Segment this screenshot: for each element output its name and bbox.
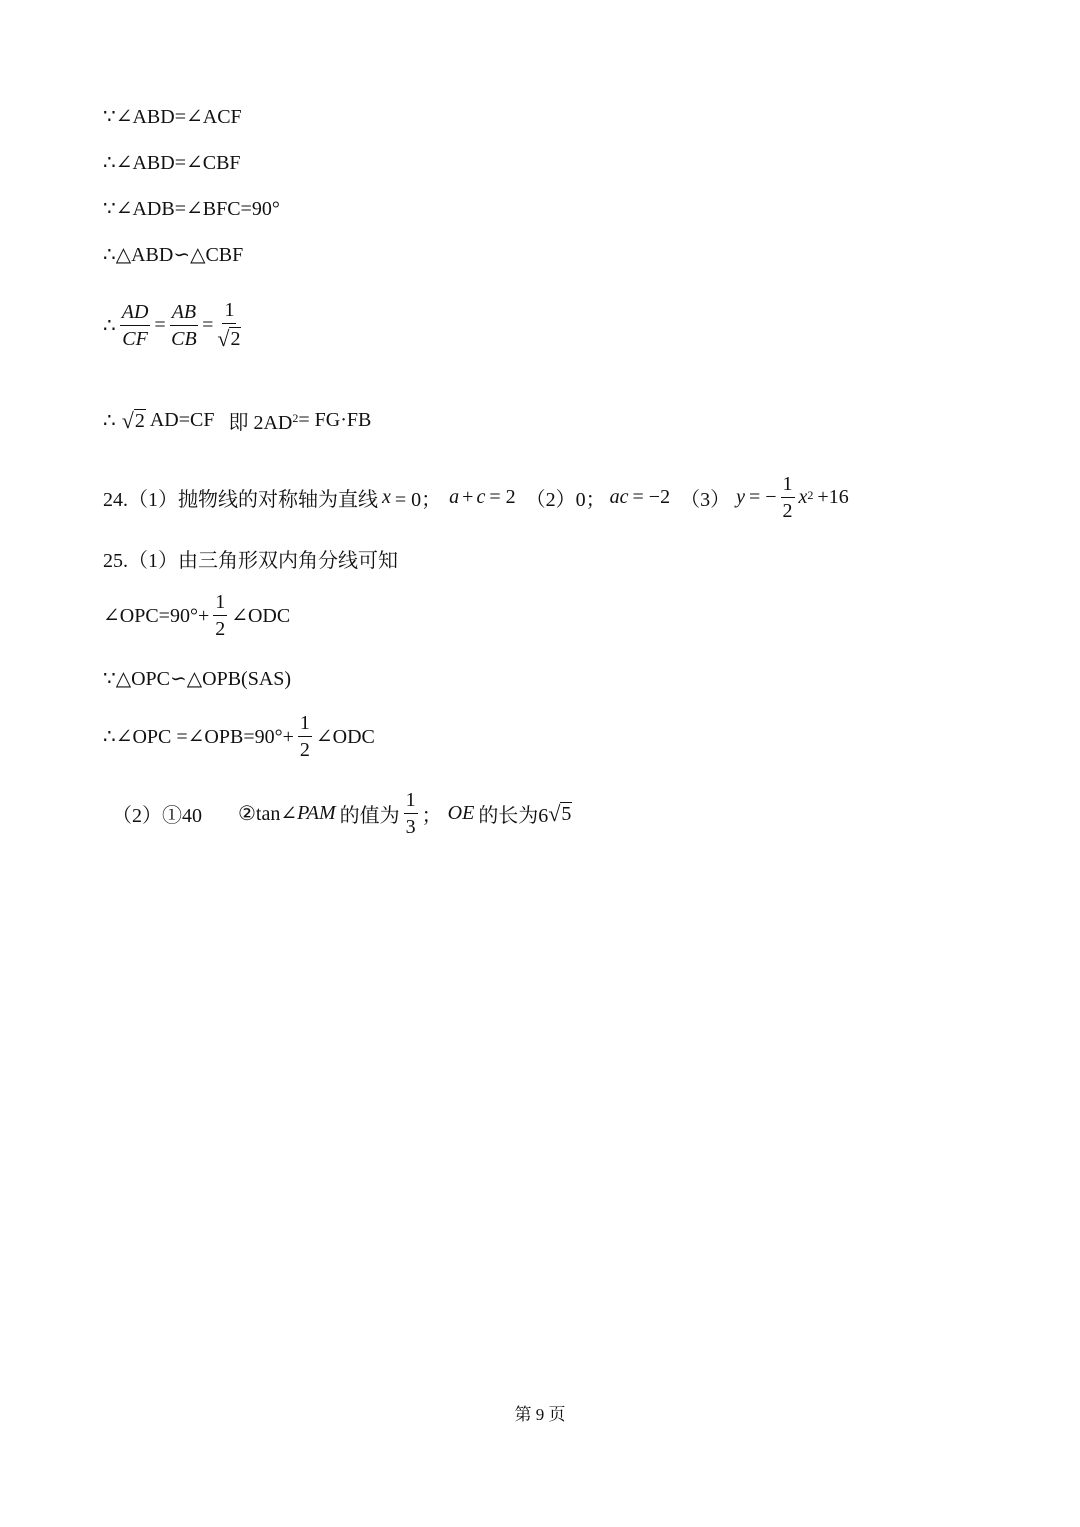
line-6: ∴ √ 2 AD=CF 即 2AD $^2$ = FG·FB xyxy=(103,408,372,434)
fraction-one-over-root-two: 1 √ 2 xyxy=(217,299,241,351)
line-3: ∵∠ADB=∠BFC=90° xyxy=(103,198,280,220)
fraction-ab-cb: $\frac{AB}{CB}$ xyxy=(171,300,197,350)
fraction-half: $\frac{1}{2}$ xyxy=(299,712,310,761)
line-11: ∴∠OPC =∠OPB=90°+ $\frac{1}{2}$ ∠ODC xyxy=(103,712,375,761)
fraction-half: $\frac{1}{2}$ xyxy=(782,473,793,522)
line-8-question-25: 25.（1）由三角形双内角分线可知 xyxy=(103,550,398,572)
page-number: 第 9 页 xyxy=(514,1405,566,1424)
fraction-one-third: $\frac{1}{3}$ xyxy=(405,789,416,838)
fraction-ad-cf: $\frac{AD}{CF}$ xyxy=(121,300,149,350)
sqrt: √ 2 xyxy=(121,408,145,433)
line-4: ∴△ABD∽△CBF xyxy=(103,244,244,266)
line-5-ratio-equation: ∴ $\frac{AD}{CF}$ = $\frac{AB}{CB}$ = 1 √ 2 xyxy=(103,299,241,351)
fraction-half: $\frac{1}{2}$ xyxy=(215,591,226,640)
line-1: ∵∠ABD=∠ACF xyxy=(103,106,242,128)
line-10: ∵△OPC∽△OPB(SAS) xyxy=(103,668,292,690)
sqrt: √ 5 xyxy=(548,801,572,826)
line-2: ∴∠ABD=∠CBF xyxy=(103,152,241,174)
sqrt: √ 2 xyxy=(217,326,241,351)
line-7-question-24: 24.（1）抛物线的对称轴为直线 x = 0； a + c = 2 （2）0； ac = −2 （3） y = − $\frac{1}{2}$ x $^2$ +16 xyxy=(103,473,849,522)
line-9: ∠OPC=90°+ $\frac{1}{2}$ ∠ODC xyxy=(103,591,291,640)
line-12: （2）①40 ②tan∠ PAM 的值为 $\frac{1}{3}$ ； OE 的长为6 √ 5 xyxy=(112,789,572,838)
